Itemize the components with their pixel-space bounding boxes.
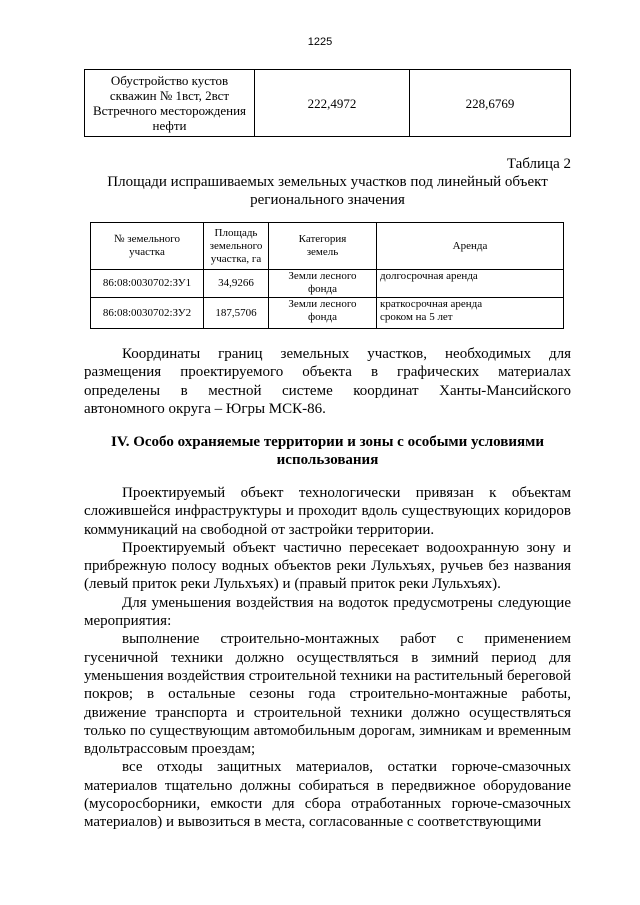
header-line: земель xyxy=(306,246,339,258)
table-row xyxy=(91,298,564,329)
cell-area: 187,5706 xyxy=(204,298,269,329)
table-cell-name xyxy=(85,70,255,137)
header-number xyxy=(91,223,204,270)
lease-line: долгосрочная аренда xyxy=(380,270,478,282)
table-header-row xyxy=(91,223,564,270)
table-title xyxy=(84,173,571,209)
table-cell-value: 228,6769 xyxy=(410,70,571,137)
category-line: Земли лесного xyxy=(288,298,357,310)
lease-line: сроком на 5 лет xyxy=(380,311,453,323)
header-line: Категория xyxy=(298,233,347,245)
header-line: № земельного xyxy=(114,233,180,245)
name-line: Встречного месторождения xyxy=(92,103,247,118)
paragraph: Проектируемый объект частично пересекает водоохранную зону и прибрежную полосу водных объектов реки Лульхъях, ручьев без названия (левый приток реки Лульхъях) и (правый приток реки Лульхъях). xyxy=(84,539,571,593)
coordinates-paragraph xyxy=(84,345,571,418)
header-lease: Аренда xyxy=(377,223,564,270)
cell-lease xyxy=(377,270,564,298)
header-line: участка, га xyxy=(210,252,262,265)
heading-line: IV. Особо охраняемые территории и зоны с особыми условиями xyxy=(110,434,544,450)
paragraph: Для уменьшения воздействия на водоток предусмотрены следующие мероприятия: xyxy=(84,594,571,630)
table-1-continuation xyxy=(84,69,571,137)
page-number: 1225 xyxy=(307,36,333,48)
table-row xyxy=(91,270,564,298)
header-line: земельного xyxy=(209,239,263,252)
paragraph-text: Координаты границ земельных участков, необходимых для размещения проектируемого объекта в графических материалах определены в местной системе координат Ханты-Мансийского автономного округа – Югры МСК-86. xyxy=(84,346,571,417)
lease-line: краткосрочная аренда xyxy=(380,298,483,310)
paragraph: все отходы защитных материалов, остатки горюче-смазочных материалов тщательно должны собираться в передвижное оборудование (мусоросборники, емкости для сбора отработанных горюче-смазочных материалов) и вывозиться в места, согласованные с соответствующими xyxy=(84,759,571,831)
name-line: Обустройство кустов xyxy=(110,73,229,88)
name-line: скважин № 1вст, 2вст xyxy=(109,88,230,103)
header-line: Площадь xyxy=(214,226,258,239)
cell-lease xyxy=(377,298,564,329)
cell-category xyxy=(269,270,377,298)
table-label: Таблица 2 xyxy=(506,156,571,172)
table-cell-value: 222,4972 xyxy=(255,70,410,137)
cell-number: 86:08:0030702:ЗУ2 xyxy=(91,298,204,329)
cell-area: 34,9266 xyxy=(204,270,269,298)
table-title-line: Площади испрашиваемых земельных участков под линейный объект xyxy=(107,174,548,190)
table-2 xyxy=(90,222,564,329)
heading-line: использования xyxy=(276,452,379,468)
paragraph: Проектируемый объект технологически привязан к объектам сложившейся инфраструктуры и проходит вдоль существующих коридоров коммуникаций на свободной от застройки территории. xyxy=(84,485,571,538)
category-line: Земли лесного xyxy=(288,270,357,282)
cell-category xyxy=(269,298,377,329)
table-title-line: регионального значения xyxy=(250,192,405,208)
cell-number: 86:08:0030702:ЗУ1 xyxy=(91,270,204,298)
category-line: фонда xyxy=(308,283,337,295)
category-line: фонда xyxy=(308,311,337,323)
header-category xyxy=(269,223,377,270)
section-heading xyxy=(84,433,571,469)
table-row xyxy=(85,70,571,137)
paragraph: выполнение строительно-монтажных работ с применением гусеничной техники должно осуществляться в зимний период для уменьшения воздействия строительной техники на растительный береговой покров; в остальные сезоны года строительно-монтажные работы, движение транспорта и строительной техники должно осуществляться только по существующим автомобильным дорогам, зимникам и временным вдольтрассовым проездам; xyxy=(84,631,571,758)
header-line: участка xyxy=(129,246,165,258)
name-line: нефти xyxy=(152,118,187,133)
body-text xyxy=(84,484,571,832)
header-area xyxy=(204,223,269,270)
